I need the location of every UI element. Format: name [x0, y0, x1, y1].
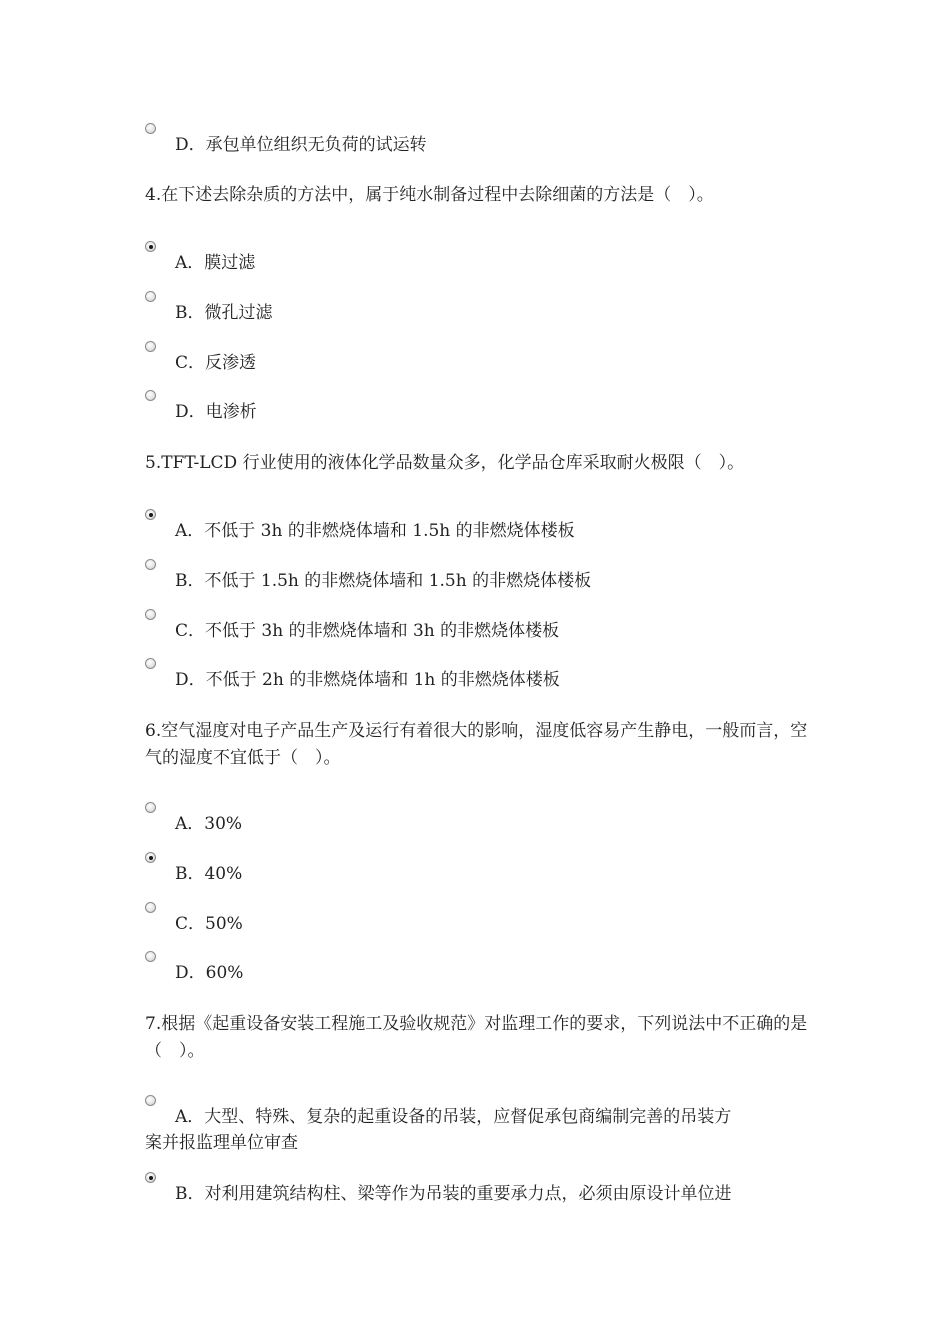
q7-option-b[interactable]	[145, 1181, 810, 1207]
option-label: B．对利用建筑结构柱、梁等作为吊装的重要承力点，必须由原设计单位进	[175, 1184, 732, 1204]
question-7-stem: 7.根据《起重设备安装工程施工及验收规范》对监理工作的要求，下列说法中不正确的是（ ）。	[145, 1014, 808, 1061]
option-label: D．60%	[175, 963, 244, 983]
option-label: C．50%	[175, 914, 243, 934]
radio-button[interactable]	[145, 1095, 156, 1106]
q7-option-a[interactable]	[145, 1104, 810, 1156]
q6-option-c[interactable]	[145, 911, 810, 937]
radio-button-checked[interactable]	[145, 852, 156, 863]
option-label: A．大型、特殊、复杂的起重设备的吊装，应督促承包商编制完善的吊装方	[175, 1107, 732, 1127]
option-label: A．不低于 3h 的非燃烧体墙和 1.5h 的非燃烧体楼板	[175, 521, 575, 541]
radio-button[interactable]	[145, 902, 156, 913]
radio-button-checked[interactable]	[145, 1172, 156, 1183]
q5-option-c[interactable]	[145, 618, 810, 644]
radio-button[interactable]	[145, 658, 156, 669]
option-label: D．电渗析	[175, 402, 257, 422]
q5-option-d[interactable]	[145, 667, 810, 693]
question-6-stem: 6.空气湿度对电子产品生产及运行有着很大的影响，湿度低容易产生静电，一般而言，空气的湿度不宜低于（ ）。	[145, 721, 808, 768]
q6-option-a[interactable]	[145, 811, 810, 837]
q4-option-c[interactable]	[145, 350, 810, 376]
radio-button[interactable]	[145, 291, 156, 302]
radio-button[interactable]	[145, 390, 156, 401]
option-label: C．反渗透	[175, 353, 257, 373]
q4-option-a[interactable]	[145, 250, 810, 276]
question-5-stem: 5.TFT-LCD 行业使用的液体化学品数量众多，化学品仓库采取耐火极限（ ）。	[145, 453, 745, 473]
radio-button[interactable]	[145, 123, 156, 134]
option-label: C．不低于 3h 的非燃烧体墙和 3h 的非燃烧体楼板	[175, 621, 560, 641]
radio-button[interactable]	[145, 802, 156, 813]
radio-button[interactable]	[145, 559, 156, 570]
radio-button[interactable]	[145, 341, 156, 352]
q3-option-d[interactable]	[145, 132, 810, 158]
q4-option-b[interactable]	[145, 300, 810, 326]
option-label: A．膜过滤	[175, 253, 256, 273]
q5-option-a[interactable]	[145, 518, 810, 544]
option-label-continuation: 案并报监理单位审查	[145, 1133, 298, 1153]
q6-option-d[interactable]	[145, 960, 810, 986]
q6-option-b[interactable]	[145, 861, 810, 887]
question-4-stem: 4.在下述去除杂质的方法中，属于纯水制备过程中去除细菌的方法是（ ）。	[145, 185, 714, 205]
option-label: D．不低于 2h 的非燃烧体墙和 1h 的非燃烧体楼板	[175, 670, 560, 690]
radio-button[interactable]	[145, 951, 156, 962]
q5-option-b[interactable]	[145, 568, 810, 594]
option-label: B．40%	[175, 864, 243, 884]
option-label: B．微孔过滤	[175, 303, 273, 323]
radio-button-checked[interactable]	[145, 509, 156, 520]
option-label: D．承包单位组织无负荷的试运转	[175, 135, 427, 155]
option-label: A．30%	[175, 814, 243, 834]
option-label: B．不低于 1.5h 的非燃烧体墙和 1.5h 的非燃烧体楼板	[175, 571, 592, 591]
radio-button-checked[interactable]	[145, 241, 156, 252]
radio-button[interactable]	[145, 609, 156, 620]
q4-option-d[interactable]	[145, 399, 810, 425]
